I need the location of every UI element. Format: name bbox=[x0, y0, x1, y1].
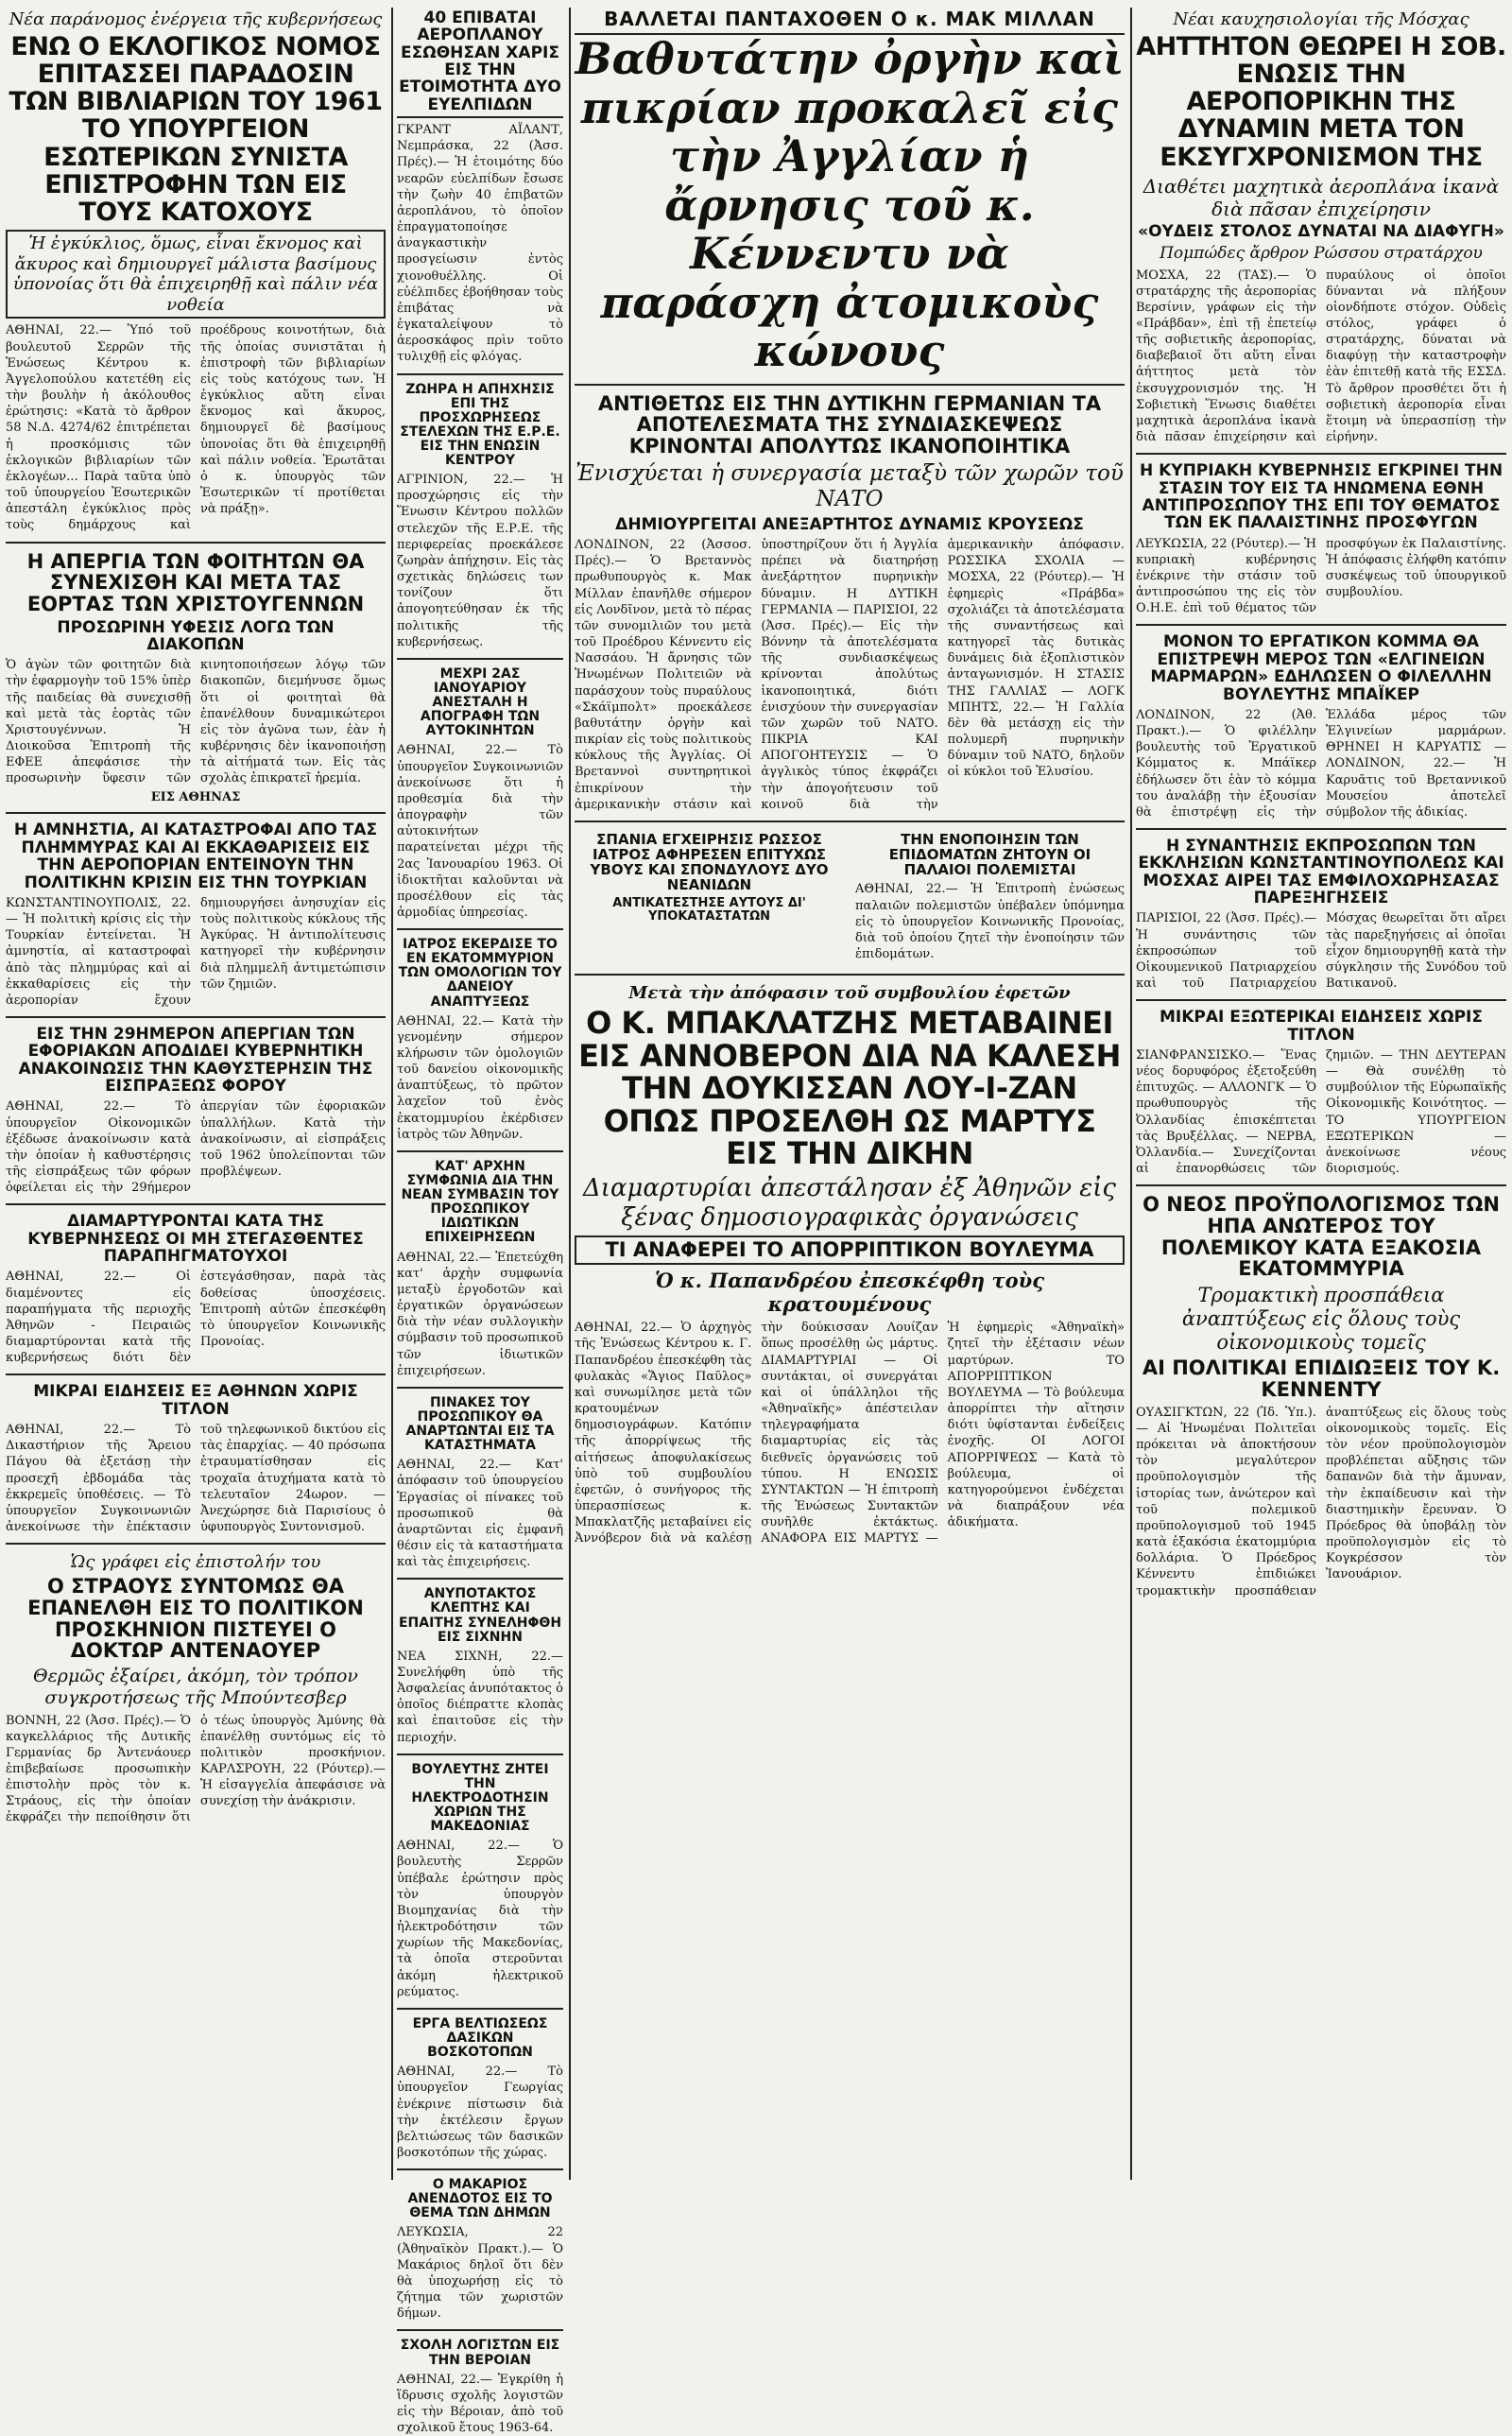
story-box bbox=[855, 830, 1125, 966]
divider bbox=[6, 1373, 386, 1375]
headline: Η ΣΥΝΑΝΤΗΣΙΣ ΕΚΠΡΟΣΩΠΩΝ ΤΩΝ ΕΚΚΛΗΣΙΩΝ ΚΩΝΣΤΑΝΤΙΝΟΥΠΟΛΕΩΣ ΚΑΙ ΜΟΣΧΑΣ ΑΙΡΕΙ ΤΑΣ ΕΜΦΙΛΟΧΩΡΗΣΑΣΑΣ ΠΑΡΕΞΗΓΗΣΕΙΣ bbox=[1138, 837, 1504, 908]
divider bbox=[397, 2008, 563, 2010]
signature: ΕΙΣ ΑΘΗΝΑΣ bbox=[150, 790, 241, 805]
headline: ΖΩΗΡΑ Η ΑΠΗΧΗΣΙΣ ΕΠΙ ΤΗΣ ΠΡΟΣΧΩΡΗΣΕΩΣ ΣΤΕΛΕΧΩΝ ΤΗΣ Ε.Ρ.Ε. ΕΙΣ ΤΗΝ ΕΝΩΣΙΝ ΚΕΝΤΡΟΥ bbox=[400, 381, 560, 469]
article-body: ΛΕΥΚΩΣΙΑ, 22 (Ἀθηναϊκὸν Πρακτ.).— Ὁ Μακάριος δηλοῖ ὅτι δὲν θὰ ὑποχωρήσῃ εἰς τὸ ζήτημα τῶν χωριστῶν δήμων. bbox=[397, 2225, 563, 2322]
article-body: ΛΟΝΔΙΝΟΝ, 22 (Ἀσσοσ. Πρές).— Ὁ Βρεταννὸς πρωθυπουργὸς κ. Μακ Μίλλαν ἐπανῆλθε σήμερον εἰς Λονδῖνον, μετὰ τὸ πέρας τῶν συνομιλιῶν του μετὰ τοῦ Προέδρου Κέννεντυ εἰς Νασσάου. Ἡ ἄρνησις τῶν Ἡνωμένων Πολιτειῶν νὰ παράσχουν τοὺς πυραύλους «Σκάϊμπολτ» προεκάλεσε βαθυτάτην ὀργὴν καὶ πικρίαν εἰς τοὺς πολιτικοὺς κύκλους τῆς Ἀγγλίας. Οἱ Βρεταννοὶ συντηρητικοὶ ἐπικρίνουν τὴν ἀμερικανικὴν στάσιν καὶ ὑποστηρίζουν ὅτι ἡ Ἀγγλία πρέπει νὰ διατηρήσῃ ἀνεξάρτητον πυρηνικὴν δύναμιν. Η ΔΥΤΙΚΗ ΓΕΡΜΑΝΙΑ — ΠΑΡΙΣΙΟΙ, 22 (Ἀσσ. Πρές).— Εἰς τὴν Βόννην τὰ ἀποτελέσματα τῆς συνδιασκέψεως κρίνονται ἀπολύτως ἱκανοποιητικά, διότι ἐνισχύουν τὴν συνεργασίαν τῶν χωρῶν τοῦ ΝΑΤΟ. ΠΙΚΡΙΑ ΚΑΙ ΑΠΟΓΟΗΤΕΥΣΙΣ — Ὁ ἀγγλικὸς τύπος ἐκφράζει τὴν ἀπογοήτευσιν τοῦ κοινοῦ διὰ τὴν ἀμερικανικὴν ἀπόφασιν. ΡΩΣΣΙΚΑ ΣΧΟΛΙΑ — ΜΟΣΧΑ, 22 (Ρόυτερ).— Ἡ ἐφημερὶς «Πράβδα» σχολιάζει τὰ ἀποτελέσματα τῆς συναντήσεως καὶ κατηγορεῖ τὰς δυτικὰς δυνάμεις διὰ ἐξοπλιστικὸν ἀνταγωνισμόν. Η ΣΤΑΣΙΣ ΤΗΣ ΓΑΛΛΙΑΣ — ΛΟΓΚ ΜΠΗΤΣ, 22.— Ἡ Γαλλία δὲν θὰ μετάσχῃ εἰς τὴν πολυμερῆ πυρηνικὴν δύναμιν τοῦ ΝΑΤΟ, δηλοῦν οἱ κύκλοι τοῦ Ἐλυσίου. bbox=[575, 538, 1125, 812]
divider bbox=[397, 2329, 563, 2331]
column-rule bbox=[569, 8, 571, 2180]
main-headline: Βαθυτάτην ὀργὴν καὶ πικρίαν προκαλεῖ εἰς τὴν Ἀγγλίαν ἡ ἄρνησις τοῦ κ. Κέννεντυ νὰ παράσχη ἀτομικοὺς κώνους bbox=[575, 33, 1125, 377]
subheadline: Διαμαρτυρίαι ἀπεστάλησαν ἐξ Ἀθηνῶν εἰς ξένας δημοσιογραφικὰς ὀργανώσεις bbox=[582, 1173, 1116, 1233]
article-body: ΑΘΗΝΑΙ, 22.— Ἐγκρίθη ἡ ἵδρυσις σχολῆς λογιστῶν εἰς τὴν Βέροιαν, ἀπὸ τοῦ σχολικοῦ ἔτους 1963-64. bbox=[397, 2372, 563, 2436]
headline: ΜΙΚΡΑΙ ΕΞΩΤΕΡΙΚΑΙ ΕΙΔΗΣΕΙΣ ΧΩΡΙΣ ΤΙΤΛΟΝ bbox=[1159, 1008, 1483, 1045]
article-body: ΣΙΑΝΦΡΑΝΣΙΣΚΟ.— Ἕνας νέος δορυφόρος ἐξετοξεύθη ἐπιτυχῶς. — ΑΛΛΟΝΓΚ — Ὁ πρωθυπουργὸς τῆς Ὀλλανδίας ἐπισκέπτεται τὰς Βρυξέλλας. — ΝΕΡΒΑ, Ὀλλανδία.— Συνεχίζονται αἱ ἐπανορθώσεις τῶν ζημιῶν. — ΤΗΝ ΔΕΥΤΕΡΑΝ — Θὰ συνέλθῃ τὸ συμβούλιον τῆς Εὐρωπαϊκῆς Οἰκονομικῆς Κοινότητος. — ΤΟ ΥΠΟΥΡΓΕΙΟΝ ΕΞΩΤΕΡΙΚΩΝ — ἀνεκοίνωσε νέους διορισμούς. bbox=[1136, 1047, 1506, 1177]
article-body: ΑΘΗΝΑΙ, 22.— Κατὰ τὴν γενομένην σήμερον κλήρωσιν τῶν ὁμολογιῶν τοῦ δανείου οἰκονομικῆς ἀναπτύξεως, τὸ πρῶτον λαχεῖον τοῦ ἑνὸς ἑκατομμυρίου ἐκέρδισεν ἰατρὸς τῶν Ἀθηνῶν. bbox=[397, 1013, 563, 1142]
headline: ΠΙΝΑΚΕΣ ΤΟΥ ΠΡΟΣΩΠΙΚΟΥ ΘΑ ΑΝΑΡΤΩΝΤΑΙ ΕΙΣ ΤΑ ΚΑΤΑΣΤΗΜΑΤΑ bbox=[405, 1394, 555, 1454]
article-body: ΑΓΡΙΝΙΟΝ, 22.— Ἡ προσχώρησις εἰς τὴν Ἕνωσιν Κέντρου πολλῶν στελεχῶν τῆς Ε.Ρ.Ε. τῆς περιφερείας προεκάλεσε ζωηρὰν ἀπήχησιν. Εἰς τὰς σχετικὰς δηλώσεις των τονίζουν ὅτι ἀπογοητεύθησαν ἐκ τῆς πολιτικῆς τῆς κυβερνήσεως. bbox=[397, 473, 563, 649]
divider bbox=[397, 1754, 563, 1755]
subheadline: ΑΝΤΙΚΑΤΕΣΤΗΣΕ ΑΥΤΟΥΣ ΔΙ' ΥΠΟΚΑΤΑΣΤΑΤΩΝ bbox=[612, 895, 806, 924]
headline: Ο ΝΕΟΣ ΠΡΟΫΠΟΛΟΓΙΣΜΟΣ ΤΩΝ ΗΠΑ ΑΝΩΤΕΡΟΣ ΤΟΥ ΠΟΛΕΜΙΚΟΥ ΚΑΤΑ ΕΞΑΚΟΣΙΑ ΕΚΑΤΟΜΜΥΡΙΑ bbox=[1143, 1193, 1500, 1281]
story-box bbox=[575, 830, 844, 966]
article-body: ΓΚΡΑΝΤ ΑΪΛΑΝΤ, Νεμπράσκα, 22 (Ἀσσ. Πρές).— Ἡ ἑτοιμότης δύο νεαρῶν εὐελπίδων ἔσωσε τὴν ζωὴν 40 ἐπιβατῶν ἀεροπλάνου, τὸ ὁποῖον ἐπραγματοποίησε ἀναγκαστικὴν προσγείωσιν ἐντὸς χιονοθυέλλης. Οἱ εὐέλπιδες ἐβοήθησαν τοὺς ἐπιβάτας νὰ ἐγκαταλείψουν τὸ ἀεροσκάφος πρὶν τοῦτο τυλιχθῇ εἰς φλόγας. bbox=[397, 123, 563, 365]
article-body: ΛΕΥΚΩΣΙΑ, 22 (Ρόυτερ).— Ἡ κυπριακὴ κυβέρνησις ἐνέκρινε τὴν στάσιν τοῦ ἀντιπροσώπου της εἰς τὸν Ο.Η.Ε. ἐπὶ τοῦ θέματος τῶν προσφύγων ἐκ Παλαιστίνης. Ἡ ἀπόφασις ἐλήφθη κατόπιν συσκέψεως τοῦ ὑπουργικοῦ συμβουλίου. bbox=[1136, 536, 1506, 616]
headline: Η ΑΠΕΡΓΙΑ ΤΩΝ ΦΟΙΤΗΤΩΝ ΘΑ ΣΥΝΕΧΙΣΘΗ ΚΑΙ ΜΕΤΑ ΤΑΣ ΕΟΡΤΑΣ ΤΩΝ ΧΡΙΣΤΟΥΓΕΝΝΩΝ bbox=[26, 549, 365, 615]
divider bbox=[6, 1543, 386, 1545]
headline: ΜΙΚΡΑΙ ΕΙΔΗΣΕΙΣ ΕΞ ΑΘΗΝΩΝ ΧΩΡΙΣ ΤΙΤΛΟΝ bbox=[33, 1382, 358, 1419]
column-4 bbox=[1136, 8, 1506, 2180]
article-body: ΠΑΡΙΣΙΟΙ, 22 (Ἀσσ. Πρές).— Ἡ συνάντησις τῶν ἐκπροσώπων τοῦ Οἰκουμενικοῦ Πατριαρχείου καὶ τοῦ Πατριαρχείου Μόσχας θεωρεῖται ὅτι αἴρει τὰς παρεξηγήσεις αἱ ὁποῖαι εἶχον δημιουργηθῇ κατὰ τὴν σύγκλησιν τῆς Συνόδου τοῦ Βατικανοῦ. bbox=[1136, 911, 1506, 992]
divider bbox=[6, 812, 386, 814]
article-body: ΑΘΗΝΑΙ, 22.— Ἐπετεύχθη κατ' ἀρχὴν συμφωνία μεταξὺ ἐργοδοτῶν καὶ ἐργατικῶν ὀργανώσεων διὰ τὴν νέαν συλλογικὴν σύμβασιν τοῦ προσωπικοῦ τῶν ἰδιωτικῶν ἐπιχειρήσεων. bbox=[397, 1250, 563, 1378]
divider bbox=[1136, 1184, 1506, 1186]
divider bbox=[575, 974, 1125, 976]
article-body: ΑΘΗΝΑΙ, 22.— Τὸ ὑπουργεῖον Συγκοινωνιῶν ἀνεκοίνωσε ὅτι ἡ προθεσμία διὰ τὴν ἀπογραφὴν τῶν αὐτοκινήτων παρατείνεται μέχρι τῆς 2ας Ἰανουαρίου 1963. Οἱ ἰδιοκτῆται καλοῦνται νὰ προσέλθουν εἰς τὰς ἁρμοδίας ὑπηρεσίας. bbox=[397, 743, 563, 920]
divider bbox=[397, 1150, 563, 1152]
headline: «ΟΥΔΕΙΣ ΣΤΟΛΟΣ ΔΥΝΑΤΑΙ ΝΑ ΔΙΑΦΥΓΗ» bbox=[1138, 221, 1504, 241]
headline: ΕΙΣ ΤΗΝ 29ΗΜΕΡΟΝ ΑΠΕΡΓΙΑΝ ΤΩΝ ΕΦΟΡΙΑΚΩΝ ΑΠΟΔΙΔΕΙ ΚΥΒΕΡΝΗΤΙΚΗ ΑΝΑΚΟΙΝΩΣΙΣ ΤΗΝ ΚΑΘΥΣΤΕΡΗΣΙΝ ΤΗΣ ΕΙΣΠΡΑΞΕΩΣ ΦΟΡΟΥ bbox=[18, 1025, 373, 1097]
headline: ΤΗΝ ΕΝΟΠΟΙΗΣΙΝ ΤΩΝ ΕΠΙΔΟΜΑΤΩΝ ΖΗΤΟΥΝ ΟΙ ΠΑΛΑΙΟΙ ΠΟΛΕΜΙΣΤΑΙ bbox=[888, 830, 1091, 879]
headline: ΑΝΥΠΟΤΑΚΤΟΣ ΚΛΕΠΤΗΣ ΚΑΙ ΕΠΑΙΤΗΣ ΣΥΝΕΛΗΦΘΗ ΕΙΣ ΣΙΧΝΗΝ bbox=[398, 1586, 562, 1645]
divider bbox=[575, 821, 1125, 822]
divider bbox=[6, 1016, 386, 1018]
article-body: ΑΘΗΝΑΙ, 22.— Ὁ βουλευτὴς Σερρῶν ὑπέβαλε ἐρώτησιν πρὸς τὸν ὑπουργὸν Βιομηχανίας διὰ τὴν ἡλεκτροδότησιν τῶν χωρίων τῆς Μακεδονίας, τὰ ὁποῖα στεροῦνται ἀκόμη ἠλεκτρικοῦ ρεύματος. bbox=[397, 1839, 563, 1999]
divider bbox=[1136, 828, 1506, 830]
subheadline: ΠΡΟΣΩΡΙΝΗ ΥΦΕΣΙΣ ΛΟΓΩ ΤΩΝ ΔΙΑΚΟΠΩΝ bbox=[57, 617, 335, 654]
divider bbox=[6, 1203, 386, 1205]
headline: ΕΡΓΑ ΒΕΛΤΙΩΣΕΩΣ ΔΑΣΙΚΩΝ ΒΟΣΚΟΤΟΠΩΝ bbox=[412, 2015, 548, 2061]
divider bbox=[1136, 453, 1506, 455]
article-body: ΑΘΗΝΑΙ, 22.— Ἡ Ἐπιτροπὴ ἐνώσεως παλαιῶν πολεμιστῶν ὑπέβαλεν ὑπόμνημα εἰς τὸ ὑπουργεῖον Κοινωνικῆς Προνοίας, διὰ τοῦ ὁποίου ζητεῖ τὴν ἑνοποίησιν τῶν ἐπιδομάτων. bbox=[855, 882, 1125, 962]
article-body: ΛΟΝΔΙΝΟΝ, 22 (Ἀθ. Πρακτ.).— Ὁ φιλέλλην βουλευτὴς τοῦ Ἐργατικοῦ Κόμματος κ. Μπάϊκερ ἐδήλωσεν ὅτι ἐὰν τὸ κόμμα του ἀναλάβῃ τὴν ἐξουσίαν θὰ ἐπιστρέψῃ εἰς τὴν Ἑλλάδα μέρος τῶν Ἐλγινείων μαρμάρων. ΘΡΗΝΕΙ Η ΚΑΡΥΑΤΙΣ — ΛΟΝΔΙΝΟΝ, 22.— Ἡ Καρυᾶτις τοῦ Βρεταννικοῦ Μουσείου ἀποτελεῖ σύμβολον τῆς ἀδικίας. bbox=[1136, 707, 1506, 820]
kicker: Νέαι καυχησιολογίαι τῆς Μόσχας bbox=[1173, 9, 1469, 29]
divider bbox=[1136, 999, 1506, 1001]
article-body: ΑΘΗΝΑΙ, 22.— Οἱ διαμένοντες εἰς παραπήγματα τῆς περιοχῆς Ἀθηνῶν - Πειραιῶς διαμαρτύρονται κατὰ τῆς κυβερνήσεως διότι δὲν ἐστεγάσθησαν, παρὰ τὰς δοθείσας ὑποσχέσεις. Ἐπιτροπὴ αὐτῶν ἐπεσκέφθη τὸ ὑπουργεῖον Κοινωνικῆς Προνοίας. bbox=[6, 1270, 386, 1366]
sub-stories bbox=[575, 830, 1125, 966]
headline: ΑΙ ΠΟΛΙΤΙΚΑΙ ΕΠΙΔΙΩΞΕΙΣ ΤΟΥ Κ. ΚΕΝΝΕΝΤΥ bbox=[1142, 1356, 1501, 1402]
headline: ΚΑΤ' ΑΡΧΗΝ ΣΥΜΦΩΝΙΑ ΔΙΑ ΤΗΝ ΝΕΑΝ ΣΥΜΒΑΣΙΝ ΤΟΥ ΠΡΟΣΩΠΙΚΟΥ ΙΔΙΩΤΙΚΩΝ ΕΠΙΧΕΙΡΗΣΕΩΝ bbox=[401, 1158, 559, 1246]
headline: Ο Κ. ΜΠΑΚΛΑΤΖΗΣ ΜΕΤΑΒΑΙΝΕΙ ΕΙΣ ΑΝΝΟΒΕΡΟΝ ΔΙΑ ΝΑ ΚΑΛΕΣΗ ΤΗΝ ΔΟΥΚΙΣΣΑΝ ΛΟΥ-Ι-ΖΑΝ ΟΠΩΣ ΠΡΟΣΕΛΘΗ ΩΣ ΜΑΡΤΥΣ ΕΙΣ ΤΗΝ ΔΙΚΗΝ bbox=[578, 1005, 1121, 1172]
kicker: Νέα παράνομος ἐνέργεια τῆς κυβερνήσεως bbox=[9, 9, 383, 29]
column-1 bbox=[6, 8, 386, 2180]
headline: ΑΗΤΤΗΤΟΝ ΘΕΩΡΕΙ Η ΣΟΒ. ΕΝΩΣΙΣ ΤΗΝ ΑΕΡΟΠΟΡΙΚΗΝ ΤΗΣ ΔΥΝΑΜΙΝ ΜΕΤΑ ΤΟΝ ΕΚΣΥΓΧΡΟΝΙΣΜΟΝ ΤΗΣ bbox=[1136, 32, 1506, 172]
divider bbox=[397, 1387, 563, 1389]
column-rule bbox=[391, 8, 393, 2180]
column-3 bbox=[575, 8, 1125, 2180]
subheadline: Ὁ κ. Παπανδρέου ἐπεσκέφθη τοὺς κρατουμένους bbox=[654, 1268, 1044, 1317]
headline: ΒΟΥΛΕΥΤΗΣ ΖΗΤΕΙ ΤΗΝ ΗΛΕΚΤΡΟΔΟΤΗΣΙΝ ΧΩΡΙΩΝ ΤΗΣ ΜΑΚΕΔΟΝΙΑΣ bbox=[411, 1761, 549, 1835]
headline: ΣΧΟΛΗ ΛΟΓΙΣΤΩΝ ΕΙΣ ΤΗΝ ΒΕΡΟΙΑΝ bbox=[400, 2338, 560, 2368]
headline: ΜΟΝΟΝ ΤΟ ΕΡΓΑΤΙΚΟΝ ΚΟΜΜΑ ΘΑ ΕΠΙΣΤΡΕΨΗ ΜΕΡΟΣ ΤΩΝ «ΕΛΓΙΝΕΙΩΝ ΜΑΡΜΑΡΩΝ» ΕΔΗΛΩΣΕΝ Ο ΦΙΛΕΛΛΗΝ ΒΟΥΛΕΥΤΗΣ ΜΠΑΪΚΕΡ bbox=[1150, 632, 1492, 704]
article-body: Ὁ ἀγὼν τῶν φοιτητῶν διὰ τὴν ἐφαρμογὴν τοῦ 15% ὑπὲρ τῆς παιδείας θὰ συνεχισθῇ καὶ μετὰ τὰς ἑορτὰς τῶν Χριστουγέννων. Ἡ Διοικοῦσα Ἐπιτροπὴ τῆς ΕΦΕΕ ἀπεφάσισε τὴν προσωρινὴν ὕφεσιν τῶν κινητοποιήσεων λόγῳ τῶν διακοπῶν, διεμήνυσε ὅμως ὅτι οἱ φοιτηταὶ θὰ ἐπανέλθουν δυναμικώτεροι εἰς τὸν ἀγῶνα των, ἐὰν ἡ κυβέρνησις δὲν ἱκανοποιήσῃ τὰ αἰτήματά των. Εἰς τὰς σχολὰς ἐπικρατεῖ ἡρεμία. bbox=[6, 658, 386, 786]
subheadline: Πομπώδες ἄρθρον Ρώσσου στρατάρχου bbox=[1160, 244, 1483, 264]
headline: ΤΙ ΑΝΑΦΕΡΕΙ ΤΟ ΑΠΟΡΡΙΠΤΙΚΟΝ ΒΟΥΛΕΥΜΑ bbox=[575, 1235, 1125, 1265]
divider bbox=[6, 542, 386, 544]
headline: ΜΕΧΡΙ 2ΑΣ ΙΑΝΟΥΑΡΙΟΥ ΑΝΕΣΤΑΛΗ Η ΑΠΟΓΡΑΦΗ ΤΩΝ ΑΥΤΟΚΙΝΗΤΩΝ bbox=[420, 665, 541, 739]
article-body: ΑΘΗΝΑΙ, 22.— Ὁ ἀρχηγὸς τῆς Ἑνώσεως Κέντρου κ. Γ. Παπανδρέου ἐπεσκέφθη τὰς φυλακὰς «Ἅγιος Παῦλος» καὶ συνωμίλησε μετὰ τῶν κρατουμένων δημοσιογράφων. Κατόπιν τῆς ἀπορρίψεως τῆς αἰτήσεως ἀποφυλακίσεως ὑπὸ τοῦ συμβουλίου ἐφετῶν, ὁ συνήγορος τῆς ὑπερασπίσεως κ. Μπακλατζῆς μεταβαίνει εἰς Ἀννόβερον διὰ νὰ καλέσῃ τὴν δούκισσαν Λουίζαν ὅπως προσέλθῃ ὡς μάρτυς. ΔΙΑΜΑΡΤΥΡΙΑΙ — Οἱ συντάκται, οἱ συνεργάται καὶ οἱ ὑπάλληλοι τῆς «Ἀθηναϊκῆς» ἀπέστειλαν τηλεγραφήματα διαμαρτυρίας εἰς τὰς διεθνεῖς ὀργανώσεις τοῦ τύπου. Η ΕΝΩΣΙΣ ΣΥΝΤΑΚΤΩΝ — Ἡ ἐπιτροπὴ τῆς Ἑνώσεως Συντακτῶν συνῆλθε ἐκτάκτως. ΑΝΑΦΟΡΑ ΕΙΣ ΜΑΡΤΥΣ — Ἡ ἐφημερὶς «Ἀθηναϊκὴ» ζητεῖ τὴν ἐξέτασιν νέων μαρτύρων. ΤΟ ΑΠΟΡΡΙΠΤΙΚΟΝ ΒΟΥΛΕΥΜΑ — Τὸ βούλευμα ἀπορρίπτει τὴν αἴτησιν διότι ὑφίστανται ἐνδείξεις ἐνοχῆς. ΟΙ ΛΟΓΟΙ ΑΠΟΡΡΙΨΕΩΣ — Κατὰ τὸ βούλευμα, οἱ κατηγορούμενοι ἐνδέχεται νὰ διαπράξουν νέα ἀδικήματα. bbox=[575, 1321, 1125, 1546]
subheadline: Τρομακτικὴ προσπάθεια ἀναπτύξεως εἰς ὅλους τοὺς οἰκονομικοὺς τομεῖς bbox=[1181, 1283, 1461, 1355]
kicker: Μετὰ τὴν ἀπόφασιν τοῦ συμβουλίου ἐφετῶν bbox=[628, 983, 1071, 1004]
subheadline: Ἡ ἐγκύκλιος, ὅμως, εἶναι ἔκνομος καὶ ἄκυρος καὶ δημιουργεῖ μάλιστα βασίμους ὑπονοίας ὅτι θὰ ἐπιχειρηθῇ καὶ πάλιν νέα νοθεία bbox=[6, 230, 386, 319]
headline: ΔΙΑΜΑΡΤΥΡΟΝΤΑΙ ΚΑΤΑ ΤΗΣ ΚΥΒΕΡΝΗΣΕΩΣ ΟΙ ΜΗ ΣΤΕΓΑΣΘΕΝΤΕΣ ΠΑΡΑΠΗΓΜΑΤΟΥΧΟΙ bbox=[27, 1212, 364, 1267]
headline: 40 ΕΠΙΒΑΤΑΙ ΑΕΡΟΠΛΑΝΟΥ ΕΣΩΘΗΣΑΝ ΧΑΡΙΣ ΕΙΣ ΤΗΝ ΕΤΟΙΜΟΤΗΤΑ ΔΥΟ ΕΥΕΛΠΙΔΩΝ bbox=[397, 9, 563, 118]
banner: ΒΑΛΛΕΤΑΙ ΠΑΝΤΑΧΟΘΕΝ Ο κ. ΜΑΚ ΜΙΛΛΑΝ bbox=[575, 8, 1125, 35]
article-body: ΜΟΣΧΑ, 22 (ΤΑΣ).— Ὁ στρατάρχης τῆς ἀεροπορίας Βερσίνιν, γράφων εἰς τὴν «Πράβδαν», ἐπὶ τῇ ἐπετείῳ τῆς σοβιετικῆς ἀεροπορίας, διαβεβαιοῖ ὅτι αὕτη εἶναι ἀήττητος μετὰ τὸν ἐκσυγχρονισμόν της. Ἡ Σοβιετικὴ Ἕνωσις διαθέτει μαχητικὰ ἀεροπλάνα ἱκανὰ διὰ πᾶσαν ἐπιχείρησιν καὶ πυραύλους οἱ ὁποῖοι δύνανται νὰ πλήξουν οἱονδήποτε στόχον. Οὐδεὶς στόλος, γράφει ὁ στρατάρχης, δύναται νὰ διαφύγῃ τὴν καταστροφὴν ἐὰν ἐπιτεθῇ κατὰ τῆς ΕΣΣΔ. Τὸ ἄρθρον προσθέτει ὅτι ἡ σοβιετικὴ ἀεροπορία εἶναι ἕτοιμη νὰ ὑπερασπίσῃ τὴν εἰρήνην. bbox=[1136, 268, 1506, 445]
subheadline: Ἐνισχύεται ἡ συνεργασία μεταξὺ τῶν χωρῶν τοῦ ΝΑΤΟ bbox=[576, 460, 1124, 512]
article-body: ΑΘΗΝΑΙ, 22.— Τὸ ὑπουργεῖον Γεωργίας ἐνέκρινε πίστωσιν διὰ τὴν ἐκτέλεσιν ἔργων βελτιώσεως τῶν δασικῶν βοσκοτόπων τῆς χώρας. bbox=[397, 2065, 563, 2160]
article-body: ΑΘΗΝΑΙ, 22.— Ὑπό τοῦ βουλευτοῦ Σερρῶν τῆς Ἑνώσεως Κέντρου κ. Ἀγγελοπούλου κατετέθη εἰς τὴν βουλὴν ἡ ἀκόλουθος ἐρώτησις: «Κατὰ τὸ ἄρθρον 58 Ν.Δ. 4274/62 ἐπιτρέπεται ἡ προσκόμισις τῶν ἐκλογικῶν βιβλιαρίων τῶν ἐκλογέων... Παρὰ ταῦτα ὑπὸ τοῦ ὑπουργείου Ἐσωτερικῶν ἀπεστάλη ἐγκύκλιος πρὸς τοὺς δημάρχους καὶ προέδρους κοινοτήτων, διὰ τῆς ὁποίας συνιστᾶται ἡ ἐπιστροφὴ τῶν βιβλιαρίων εἰς τοὺς κατόχους των. Ἡ ἐγκύκλιος αὕτη εἶναι ἔκνομος καὶ ἄκυρος, δημιουργεῖ δὲ βασίμους ὑπονοίας ὅτι θὰ ἐπιχειρηθῇ καὶ πάλιν νοθεία. Ἐρωτᾶται ὁ κ. ὑπουργὸς τῶν Ἐσωτερικῶν τί προτίθεται νὰ πράξῃ». bbox=[6, 323, 386, 533]
headline: ΔΗΜΙΟΥΡΓΕΙΤΑΙ ΑΝΕΞΑΡΤΗΤΟΣ ΔΥΝΑΜΙΣ ΚΡΟΥΣΕΩΣ bbox=[615, 514, 1084, 534]
divider bbox=[1136, 624, 1506, 626]
kicker: Ὡς γράφει εἰς ἐπιστολήν του bbox=[70, 1552, 321, 1573]
divider bbox=[397, 928, 563, 930]
article-body: ΝΕΑ ΣΙΧΝΗ, 22.— Συνελήφθη ὑπὸ τῆς Ἀσφαλείας ἀνυπότακτος ὁ ὁποῖος διέπραττε κλοπὰς καὶ ἐπαιτοῦσε εἰς τὴν περιοχήν. bbox=[397, 1649, 563, 1745]
headline: Η ΚΥΠΡΙΑΚΗ ΚΥΒΕΡΝΗΣΙΣ ΕΓΚΡΙΝΕΙ ΤΗΝ ΣΤΑΣΙΝ ΤΟΥ ΕΙΣ ΤΑ ΗΝΩΜΕΝΑ ΕΘΝΗ ΑΝΤΙΠΡΟΣΩΠΟΥ ΤΗΣ ΕΠΙ ΤΟΥ ΘΕΜΑΤΟΣ ΤΩΝ ΕΚ ΠΑΛΑΙΣΤΙΝΗΣ ΠΡΟΣΦΥΓΩΝ bbox=[1139, 461, 1503, 533]
divider bbox=[575, 384, 1125, 386]
headline: Ο ΜΑΚΑΡΙΟΣ ΑΝΕΝΔΟΤΟΣ ΕΙΣ ΤΟ ΘΕΜΑ ΤΩΝ ΔΗΜΩΝ bbox=[407, 2177, 553, 2221]
article-body: ΑΘΗΝΑΙ, 22.— Τὸ ὑπουργεῖον Οἰκονομικῶν ἐξέδωσε ἀνακοίνωσιν κατὰ τὴν ὁποίαν ἡ καθυστέρησις τῆς εἰσπράξεως τῶν φόρων ὀφείλεται εἰς τὴν 29ήμερον ἀπεργίαν τῶν ἐφοριακῶν ὑπαλλήλων. Κατὰ τὴν ἀνακοίνωσιν, αἱ εἰσπράξεις τοῦ 1962 ὑπολείπονται τῶν προβλέψεων. bbox=[6, 1099, 386, 1196]
article-body: ΑΘΗΝΑΙ, 22.— Τὸ Δικαστήριον τῆς Ἄρειου Πάγου θὰ ἐξετάσῃ τὴν προσεχῆ ἑβδομάδα τὰς ἐκκρεμεῖς ὑποθέσεις. — Τὸ ὑπουργεῖον Συγκοινωνιῶν ἀνεκοίνωσε τὴν ἐπέκτασιν τοῦ τηλεφωνικοῦ δικτύου εἰς τὰς ἐπαρχίας. — 40 πρόσωπα ἐτραυματίσθησαν εἰς τροχαῖα ἀτυχήματα κατὰ τὸ τελευταῖον 24ωρον. — Ἀνεχώρησε διὰ Παρισίους ὁ ὑφυπουργὸς Συντονισμοῦ. bbox=[6, 1423, 386, 1535]
headline: Η ΑΜΝΗΣΤΙΑ, ΑΙ ΚΑΤΑΣΤΡΟΦΑΙ ΑΠΟ ΤΑΣ ΠΛΗΜΜΥΡΑΣ ΚΑΙ ΑΙ ΕΚΚΑΘΑΡΙΣΕΙΣ ΕΙΣ ΤΗΝ ΑΕΡΟΠΟΡΙΑΝ ΕΝΤΕΙΝΟΥΝ ΤΗΝ ΠΟΛΙΤΙΚΗΝ ΚΡΙΣΙΝ ΕΙΣ ΤΗΝ ΤΟΥΡΚΙΑΝ bbox=[13, 821, 378, 892]
column-2 bbox=[397, 8, 563, 2436]
headline: ΣΠΑΝΙΑ ΕΓΧΕΙΡΗΣΙΣ ΡΩΣΣΟΣ ΙΑΤΡΟΣ ΑΦΗΡΕΣΕΝ ΕΠΙΤΥΧΩΣ ΥΒΟΥΣ ΚΑΙ ΣΠΟΝΔΥΛΟΥΣ ΔΥΟ ΝΕΑΝΙΔΩΝ bbox=[590, 830, 829, 894]
column-rule bbox=[1130, 8, 1132, 2180]
headline: ΙΑΤΡΟΣ ΕΚΕΡΔΙΣΕ ΤΟ ΕΝ ΕΚΑΤΟΜΜΥΡΙΟΝ ΤΩΝ ΟΜΟΛΟΓΙΩΝ ΤΟΥ ΔΑΝΕΙΟΥ ΑΝΑΠΤΥΞΕΩΣ bbox=[398, 937, 562, 1010]
headline: ΑΝΤΙΘΕΤΩΣ ΕΙΣ ΤΗΝ ΔΥΤΙΚΗΝ ΓΕΡΜΑΝΙΑΝ ΤΑ ΑΠΟΤΕΛΕΣΜΑΤΑ ΤΗΣ ΣΥΝΔΙΑΣΚΕΨΕΩΣ ΚΡΙΝΟΝΤΑΙ ΑΠΟΛΥΤΩΣ ΙΚΑΝΟΠΟΙΗΤΙΚΑ bbox=[597, 391, 1102, 458]
article-body: ΑΘΗΝΑΙ, 22.— Κατ' ἀπόφασιν τοῦ ὑπουργείου Ἐργασίας οἱ πίνακες τοῦ προσωπικοῦ θὰ ἀναρτῶνται εἰς ἐμφανῆ θέσιν εἰς τὰ καταστήματα καὶ τὰς ἐπιχειρήσεις. bbox=[397, 1458, 563, 1570]
article-body: ΟΥΑΣΙΓΚΤΩΝ, 22 (Ἰδ. Ὑπ.).— Αἱ Ἡνωμέναι Πολιτεῖαι πρόκειται νὰ ἀποκτήσουν τὸν μεγαλύτερον προϋπολογισμὸν τῆς ἱστορίας των, ἀνώτερον καὶ τοῦ πολεμικοῦ προϋπολογισμοῦ τοῦ 1945 κατὰ ἑξακόσια ἑκατομμύρια δολλάρια. Ὁ Πρόεδρος Κέννεντυ ἐπιδιώκει τρομακτικὴν προσπάθειαν ἀναπτύξεως εἰς ὅλους τοὺς οἰκονομικοὺς τομεῖς. Εἰς τὸν νέον προϋπολογισμὸν προβλέπεται αὔξησις τῶν δαπανῶν διὰ τὴν ἄμυναν, τὴν ἐκπαίδευσιν καὶ τὴν διαστημικὴν ἔρευναν. Ὁ Πρόεδρος θὰ ὑποβάλῃ τὸν προϋπολογισμὸν εἰς τὸ Κογκρέσσον τὸν Ἰανουάριον. bbox=[1136, 1405, 1506, 1598]
divider bbox=[397, 1578, 563, 1580]
divider bbox=[397, 658, 563, 660]
headline: Ο ΣΤΡΑΟΥΣ ΣΥΝΤΟΜΩΣ ΘΑ ΕΠΑΝΕΛΘΗ ΕΙΣ ΤΟ ΠΟΛΙΤΙΚΟΝ ΠΡΟΣΚΗΝΙΟΝ ΠΙΣΤΕΥΕΙ Ο ΔΟΚΤΩΡ ΑΝΤΕΝΑΟΥΕΡ bbox=[27, 1575, 364, 1663]
subheadline: Θερμῶς ἐξαίρει, ἀκόμη, τὸν τρόπον συγκροτήσεως τῆς Μπούντεσβερ bbox=[33, 1665, 358, 1708]
subheadline: Διαθέτει μαχητικὰ ἀεροπλάνα ἱκανὰ διὰ πᾶσαν ἐπιχείρησιν bbox=[1143, 174, 1500, 220]
divider bbox=[397, 373, 563, 375]
article-body: ΒΟΝΝΗ, 22 (Ἀσσ. Πρές).— Ὁ καγκελλάριος τῆς Δυτικῆς Γερμανίας δρ Ἀντενάουερ ἐπιβεβαίωσε προσωπικὴν ἐπιστολὴν πρὸς τὸν κ. Στράους, εἰς τὴν ὁποίαν ἐκφράζει τὴν πεποίθησιν ὅτι ὁ τέως ὑπουργὸς Ἀμύνης θὰ ἐπανέλθῃ συντόμως εἰς τὸ πολιτικὸν προσκήνιον. ΚΑΡΛΣΡΟΥΗ, 22 (Ρόυτερ).— Ἡ εἰσαγγελία ἀπεφάσισε νὰ συνεχίσῃ τὴν ἀνάκρισιν. bbox=[6, 1713, 386, 1825]
article-body: ΚΩΝΣΤΑΝΤΙΝΟΥΠΟΛΙΣ, 22.— Ἡ πολιτικὴ κρίσις εἰς τὴν Τουρκίαν ἐντείνεται. Ἡ ἀμνηστία, αἱ καταστροφαὶ ἀπὸ τὰς πλημμύρας καὶ αἱ ἐκκαθαρίσεις εἰς τὴν ἀεροπορίαν ἔχουν δημιουργήσει ἀνησυχίαν εἰς τοὺς πολιτικοὺς κύκλους τῆς Ἀγκύρας. Ἡ ἀντιπολίτευσις κατηγορεῖ τὴν κυβέρνησιν διὰ πλημμελῆ ἀντιμετώπισιν τῶν ζημιῶν. bbox=[6, 895, 386, 1008]
headline: ΕΝΩ Ο ΕΚΛΟΓΙΚΟΣ ΝΟΜΟΣ ΕΠΙΤΑΣΣΕΙ ΠΑΡΑΔΟΣΙΝ ΤΩΝ ΒΙΒΛΙΑΡΙΩΝ ΤΟΥ 1961 ΤΟ ΥΠΟΥΡΓΕΙΟΝ ΕΣΩΤΕΡΙΚΩΝ ΣΥΝΙΣΤΑ ΕΠΙΣΤΡΟΦΗΝ ΤΩΝ ΕΙΣ ΤΟΥΣ ΚΑΤΟΧΟΥΣ bbox=[9, 32, 383, 227]
divider bbox=[397, 2168, 563, 2170]
